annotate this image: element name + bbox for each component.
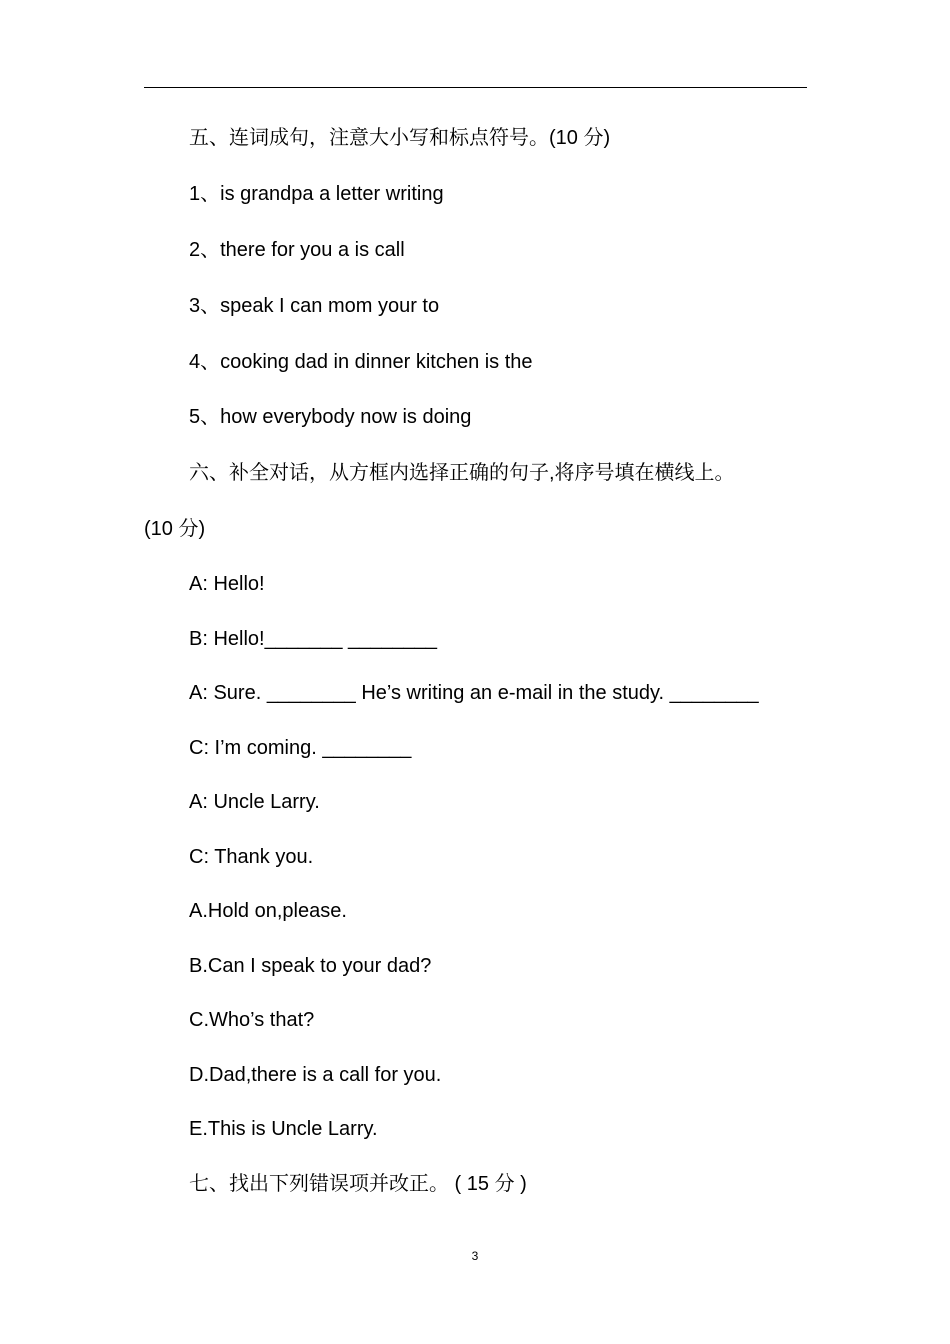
dialogue-line-5: A: Uncle Larry.: [189, 791, 320, 813]
section5-item-1: 1、is grandpa a letter writing: [189, 183, 444, 205]
option-a: A.Hold on,please.: [189, 900, 347, 922]
dialogue-line-1: A: Hello!: [189, 573, 265, 595]
section6-heading-line2: (10 分): [144, 518, 206, 540]
dialogue-line-3: A: Sure. ________ He’s writing an e-mail in the study. ________: [189, 682, 759, 704]
dialogue-line-6: C: Thank you.: [189, 846, 314, 868]
header-rule: [144, 87, 807, 88]
section5-item-2: 2、there for you a is call: [189, 239, 405, 261]
section5-heading: 五、连词成句，注意大小写和标点符号。(10 分): [189, 127, 611, 149]
section5-item-5: 5、how everybody now is doing: [189, 406, 472, 428]
section5-item-4: 4、cooking dad in dinner kitchen is the: [189, 351, 533, 373]
dialogue-line-2: B: Hello!_______ ________: [189, 628, 437, 650]
section5-item-3: 3、speak I can mom your to: [189, 295, 440, 317]
section7-heading: 七、找出下列错误项并改正。 ( 15 分 ): [189, 1173, 527, 1195]
page-number: 3: [471, 1249, 479, 1263]
option-b: B.Can I speak to your dad?: [189, 955, 432, 977]
option-e: E.This is Uncle Larry.: [189, 1118, 378, 1140]
dialogue-line-4: C: I’m coming. ________: [189, 737, 412, 759]
option-d: D.Dad,there is a call for you.: [189, 1064, 442, 1086]
section6-heading-line1: 六、补全对话，从方框内选择正确的句子,将序号填在横线上。: [189, 462, 735, 484]
option-c: C.Who’s that?: [189, 1009, 315, 1031]
